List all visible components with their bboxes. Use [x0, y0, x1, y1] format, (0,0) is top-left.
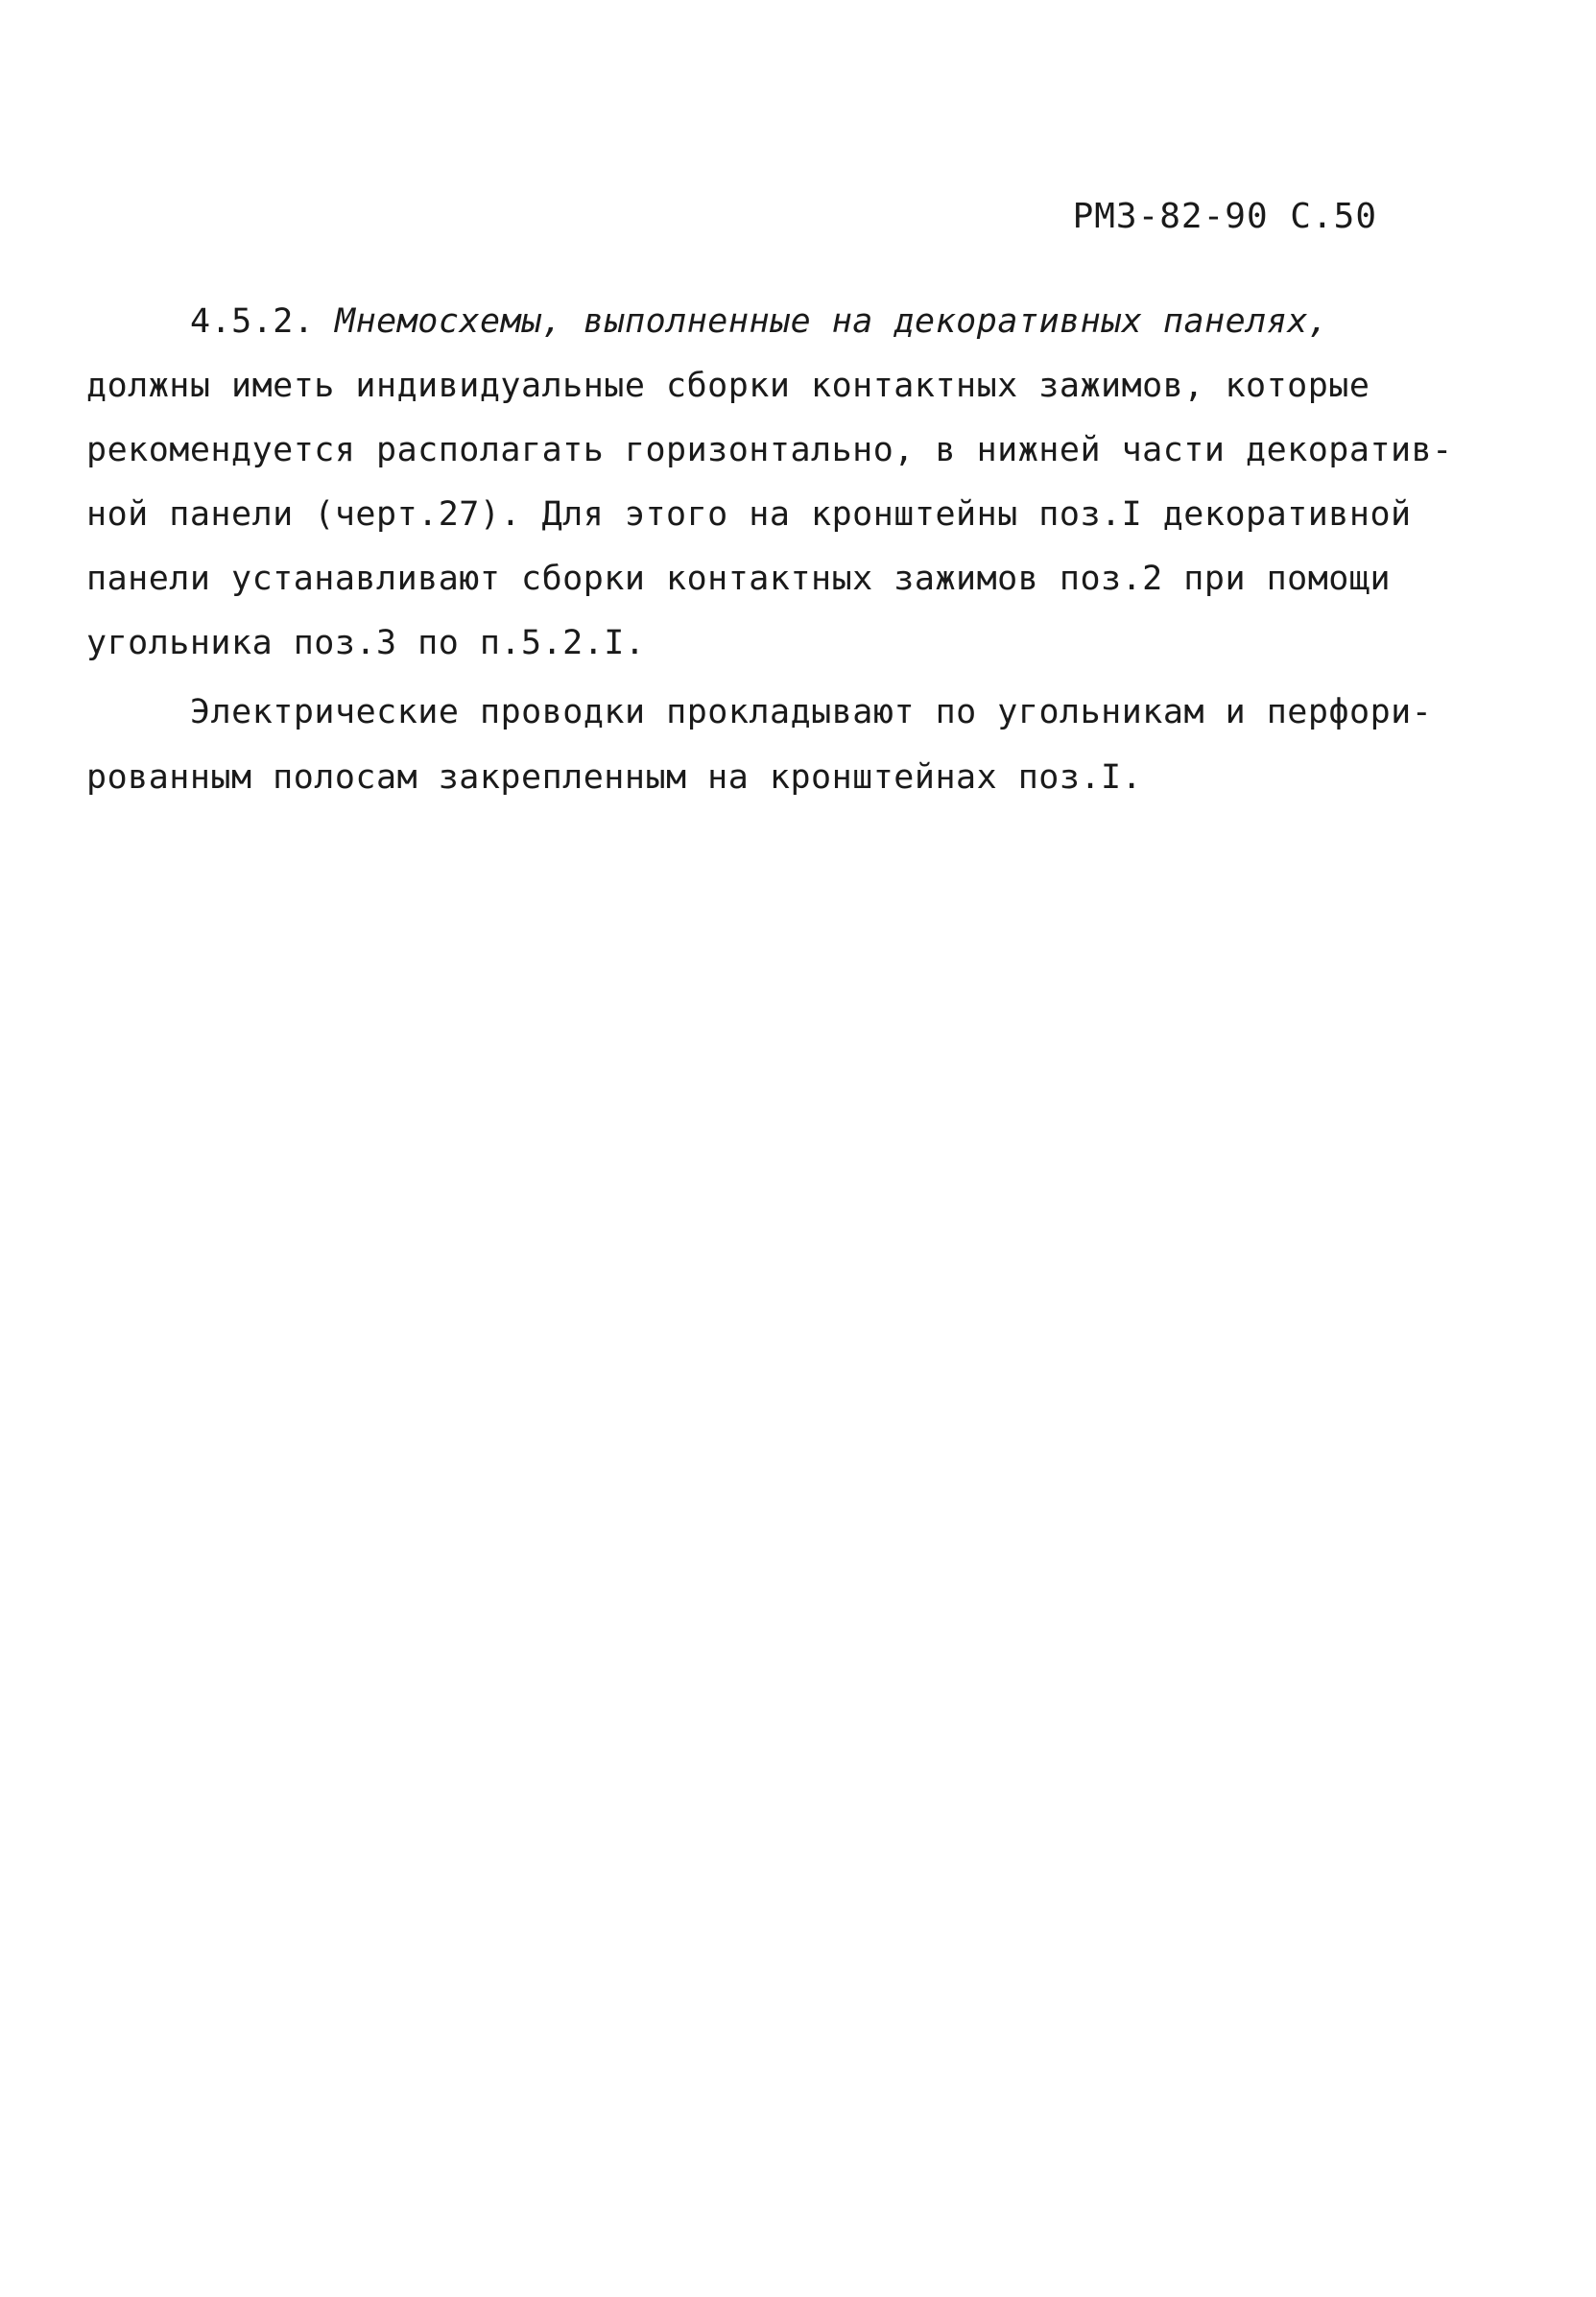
paragraph1-line: ной панели (черт.27). Для этого на кронштейны поз.I декоративной: [86, 495, 1412, 534]
paragraph1-line: панели устанавливают сборки контактных зажимов поз.2 при помощи: [86, 560, 1392, 598]
paragraph1-line: должны иметь индивидуальные сборки контактных зажимов, которые: [86, 367, 1370, 405]
section-number: 4.5.2.: [190, 302, 315, 341]
paragraph2-line: Электрические проводки прокладывают по угольникам и перфори-: [190, 693, 1433, 731]
page-header-code: РМЗ-82-90 С.50: [1072, 197, 1377, 236]
section-title: Мнемосхемы, выполненные на декоративных панелях,: [335, 302, 1329, 341]
paragraph1-line: угольника поз.3 по п.5.2.I.: [86, 624, 646, 662]
paragraph2-line: рованным полосам закрепленным на кронштейнах поз.I.: [86, 758, 1143, 797]
paragraph1-line: рекомендуется располагать горизонтально, в нижней части декоратив-: [86, 431, 1453, 469]
paragraph1-first-line: [190, 302, 1328, 341]
